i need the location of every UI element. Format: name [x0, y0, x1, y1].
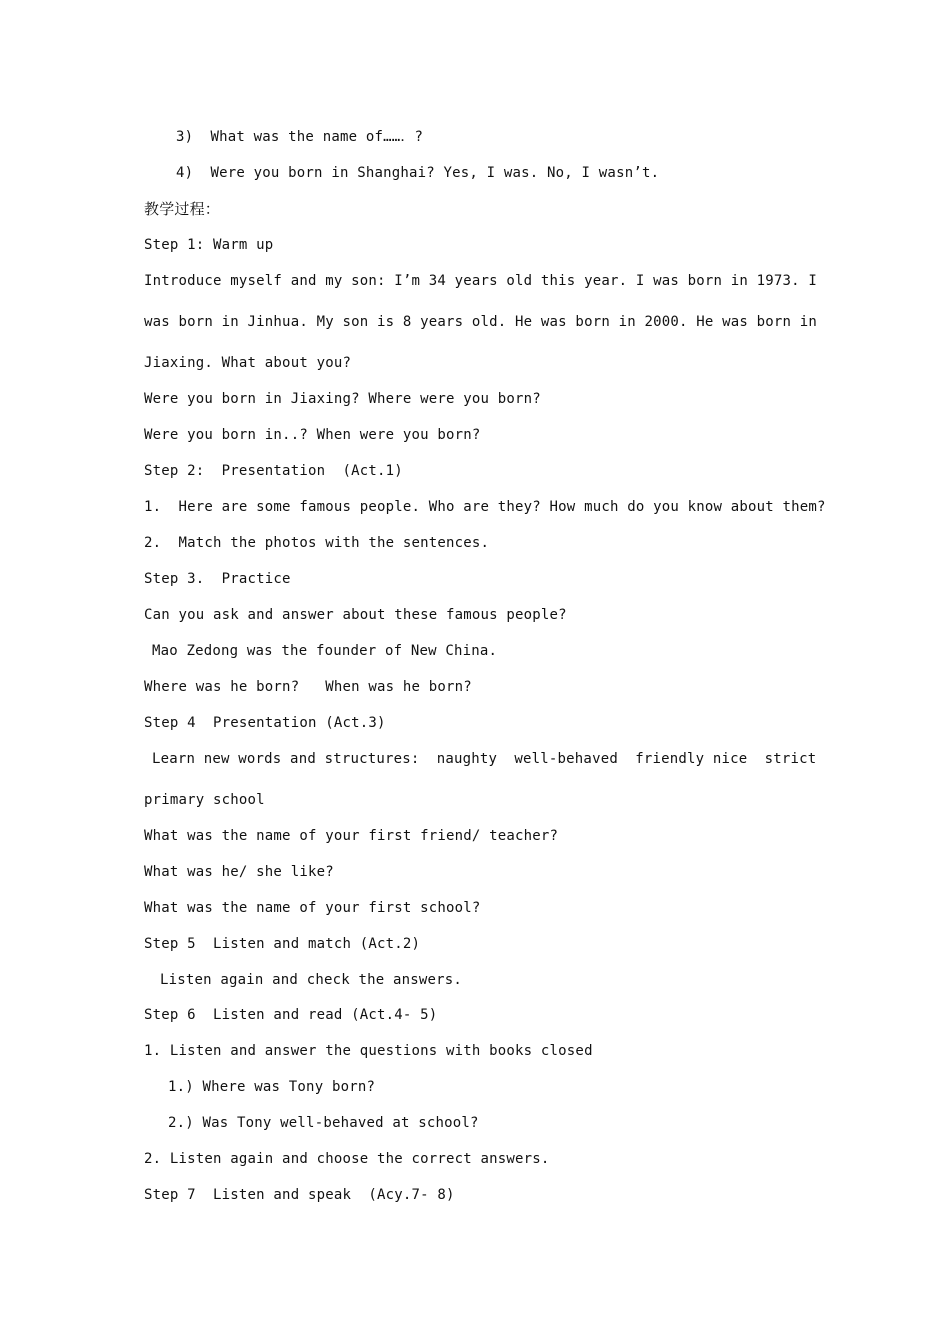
text-line: 1. Here are some famous people. Who are they? How much do you know about them?: [144, 499, 826, 515]
text-line: Step 6 Listen and read (Act.4- 5): [144, 1007, 438, 1023]
text-line: Were you born in Jiaxing? Where were you born?: [144, 391, 541, 407]
text-line: 2. Match the photos with the sentences.: [144, 535, 490, 551]
text-line: 2. Listen again and choose the correct answers.: [144, 1151, 550, 1167]
text-line: Can you ask and answer about these famous people?: [144, 607, 567, 623]
text-line: Were you born in..? When were you born?: [144, 427, 481, 443]
text-line: 2.) Was Tony well-behaved at school?: [168, 1115, 479, 1131]
text-line: Mao Zedong was the founder of New China.: [152, 643, 498, 659]
text-line: 3) What was the name of……．?: [176, 129, 424, 145]
text-line: Introduce myself and my son: I’m 34 years old this year. I was born in 1973. I: [144, 273, 818, 289]
text-line: Jiaxing. What about you?: [144, 355, 352, 371]
text-line: What was the name of your first friend/ teacher?: [144, 828, 559, 844]
text-line: Step 7 Listen and speak (Acy.7- 8): [144, 1187, 455, 1203]
text-line: Where was he born? When was he born?: [144, 679, 472, 695]
text-line: What was the name of your first school?: [144, 900, 481, 916]
text-line: 1. Listen and answer the questions with books closed: [144, 1043, 593, 1059]
text-line: Step 3. Practice: [144, 571, 291, 587]
text-line: What was he/ she like?: [144, 864, 334, 880]
text-line: Step 2: Presentation (Act.1): [144, 463, 403, 479]
text-line: Step 5 Listen and match (Act.2): [144, 936, 421, 952]
text-line: Step 4 Presentation (Act.3): [144, 715, 386, 731]
text-line: Step 1: Warm up: [144, 237, 274, 253]
text-line: Listen again and check the answers.: [160, 972, 463, 988]
text-line: 1.) Where was Tony born?: [168, 1079, 376, 1095]
text-line: was born in Jinhua. My son is 8 years old. He was born in 2000. He was born in: [144, 314, 818, 330]
text-line: 4) Were you born in Shanghai? Yes, I was. No, I wasn’t.: [176, 165, 660, 181]
text-line: Learn new words and structures: naughty well-behaved friendly nice strict: [152, 751, 817, 767]
text-line: primary school: [144, 792, 265, 808]
text-line: 教学过程：: [144, 200, 221, 218]
